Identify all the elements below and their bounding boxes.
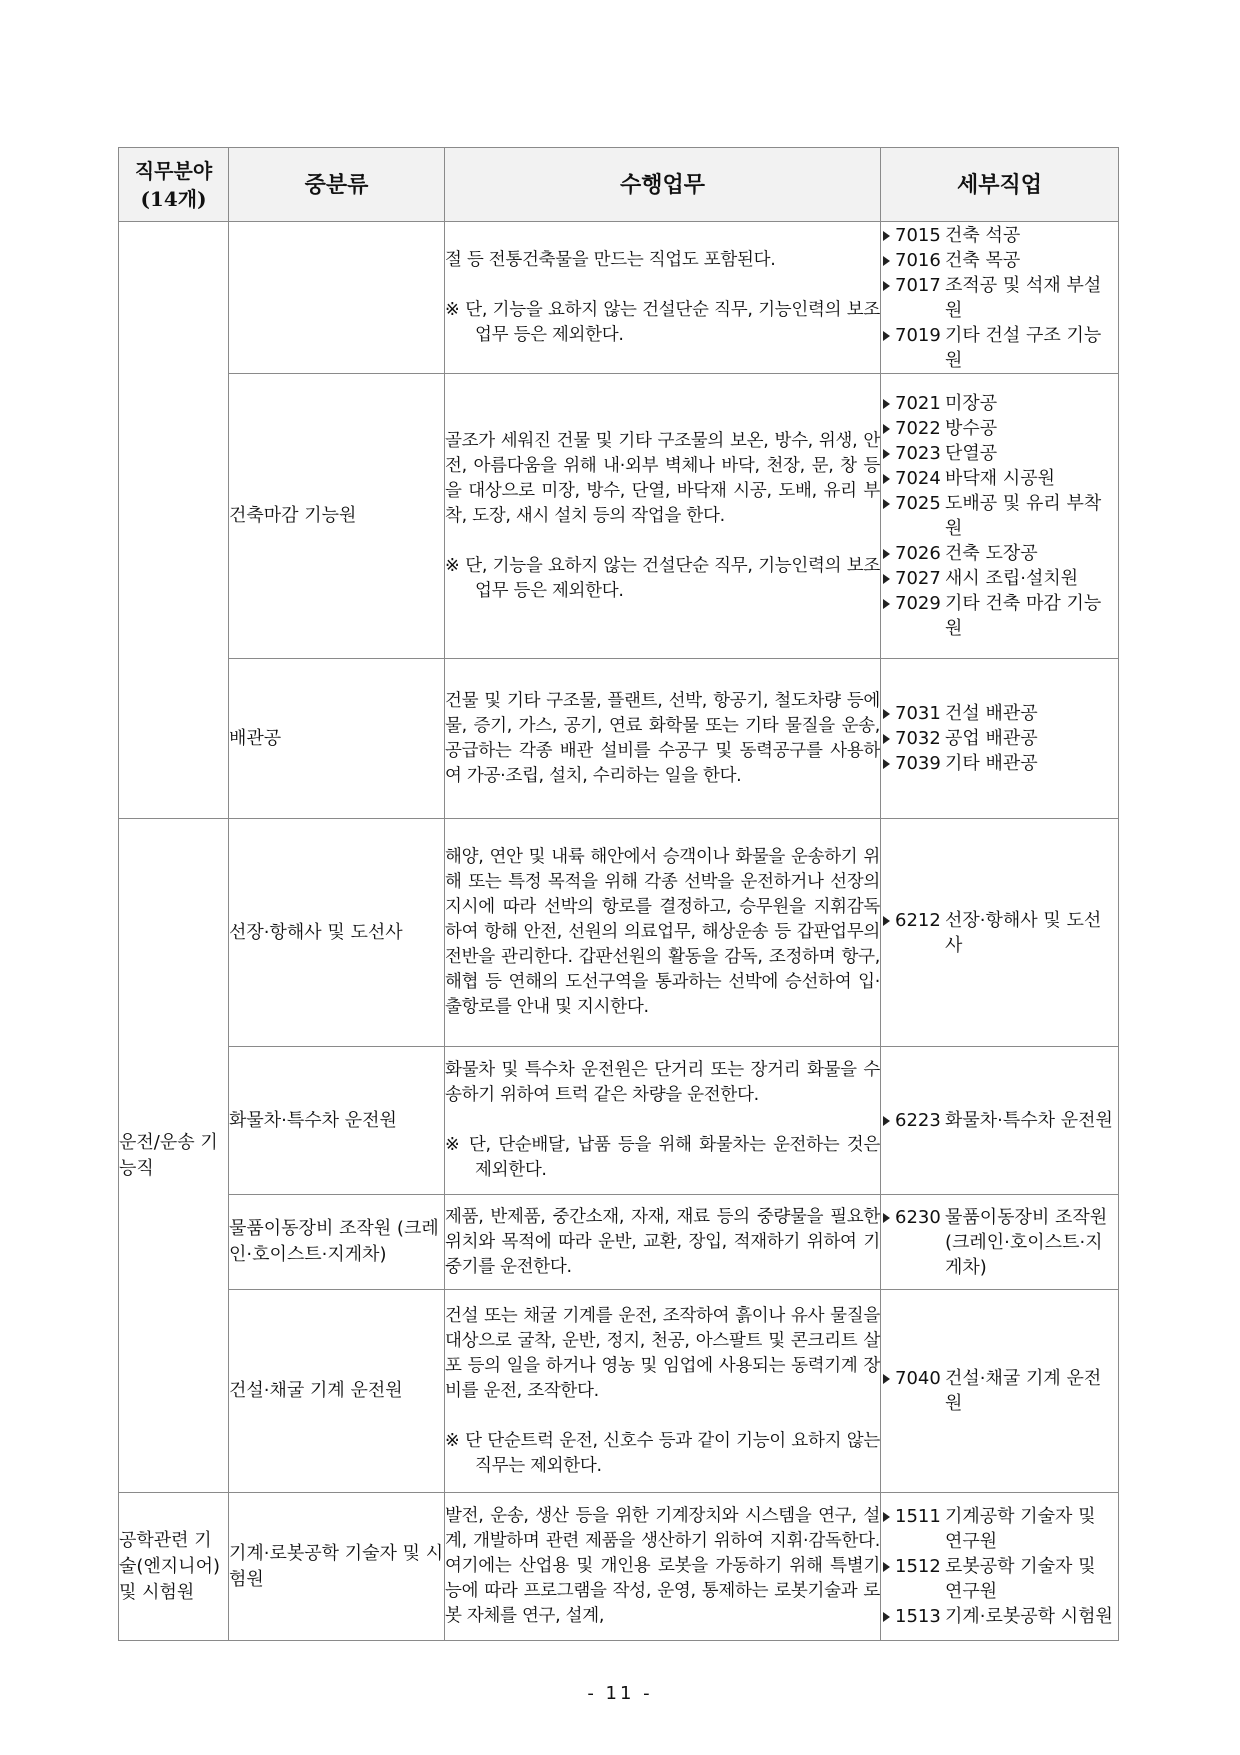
job-code: 7021 <box>895 393 941 414</box>
job-name: 단열공 <box>945 443 998 464</box>
bullet-triangle-icon <box>883 1213 890 1223</box>
job-item <box>881 1366 1118 1416</box>
bullet-triangle-icon <box>883 709 890 719</box>
job-code: 7029 <box>895 593 941 614</box>
table-row <box>119 1493 1119 1641</box>
task-cell <box>445 1047 881 1195</box>
job-item <box>881 751 1118 776</box>
job-code: 7027 <box>895 568 941 589</box>
header-row <box>119 148 1119 222</box>
job-name: 로봇공학 기술자 및 연구원 <box>945 1556 1096 1602</box>
job-item <box>881 416 1118 441</box>
job-code: 7023 <box>895 443 941 464</box>
task-cell <box>445 1290 881 1493</box>
task-note: ※ 단, 기능을 요하지 않는 건설단순 직무, 기능인력의 보조 업무 등은 제외한다. <box>445 299 880 345</box>
job-item <box>881 466 1118 491</box>
job-code: 7040 <box>895 1368 941 1389</box>
task-note: ※ 단, 기능을 요하지 않는 건설단순 직무, 기능인력의 보조 업무 등은 제외한다. <box>445 555 880 601</box>
job-code: 1513 <box>895 1606 941 1627</box>
task-text: 골조가 세워진 건물 및 기타 구조물의 보온, 방수, 위생, 안전, 아름다움을 위해 내·외부 벽체나 바닥, 천장, 문, 창 등을 대상으로 미장, 방수, 단열, 바닥재 시공, 도배, 유리 부착, 도장, 새시 설치 등의 작업을 한다. <box>445 430 880 526</box>
task-text: 건물 및 기타 구조물, 플랜트, 선박, 항공기, 철도차량 등에 물, 증기, 가스, 공기, 연료 화학물 또는 기타 물질을 운송, 공급하는 각종 배관 설비를 수공구 및 동력공구를 사용하여 가공·조립, 설치, 수리하는 일을 한다. <box>445 690 880 786</box>
jobs-cell <box>881 374 1119 659</box>
page-number: - 11 - <box>587 1683 653 1704</box>
table-row <box>119 1195 1119 1290</box>
task-cell <box>445 374 881 659</box>
bullet-triangle-icon <box>883 599 890 609</box>
mid-category-cell: 화물차·특수차 운전원 <box>229 1047 445 1195</box>
job-item <box>881 1205 1118 1280</box>
job-name: 도배공 및 유리 부착원 <box>945 493 1102 539</box>
mid-category-cell <box>229 222 445 374</box>
bullet-triangle-icon <box>883 734 890 744</box>
bullet-triangle-icon <box>883 281 890 291</box>
job-name: 새시 조립·설치원 <box>945 568 1079 589</box>
job-name: 건축 도장공 <box>945 543 1038 564</box>
job-name: 기타 배관공 <box>945 753 1038 774</box>
mid-category-cell: 건축마감 기능원 <box>229 374 445 659</box>
table-row <box>119 659 1119 819</box>
job-code: 6212 <box>895 909 941 931</box>
job-item <box>881 491 1118 541</box>
bullet-triangle-icon <box>883 916 890 926</box>
mid-category-cell: 선장·항해사 및 도선사 <box>229 819 445 1047</box>
job-name: 기타 건설 구조 기능원 <box>945 324 1102 371</box>
job-code: 7031 <box>895 703 941 724</box>
job-code: 7015 <box>895 224 941 246</box>
mid-category-cell: 기계·로봇공학 기술자 및 시험원 <box>229 1493 445 1641</box>
job-item <box>881 441 1118 466</box>
job-name: 조적공 및 석재 부설원 <box>945 274 1102 321</box>
job-item <box>881 726 1118 751</box>
task-text: 해양, 연안 및 내륙 해안에서 승객이나 화물을 운송하기 위해 또는 특정 목적을 위해 각종 선박을 운전하거나 선장의 지시에 따라 선박의 항로를 결정하고, 승무원을 지휘감독하여 항해 안전, 선원의 의료업무, 해상운송 등 갑판업무의 전반을 관리한다. 갑판선원의 활동을 감독, 조정하며 항구, 해협 등 연해의 도선구역을 통과하는 선박에 승선하여 입·출항로를 안내 및 지시한다. <box>445 847 880 1017</box>
job-name: 건설·채굴 기계 운전원 <box>945 1368 1102 1414</box>
task-text: 건설 또는 채굴 기계를 운전, 조작하여 흙이나 유사 물질을 대상으로 굴착, 운반, 정지, 천공, 아스팔트 및 콘크리트 살포 등의 일을 하거나 영농 및 임업에 사용되는 동력기계 장비를 운전, 조작한다. <box>445 1305 880 1401</box>
category-cell-construction <box>119 222 229 819</box>
header-field-label: 직무분야 <box>134 158 213 183</box>
bullet-triangle-icon <box>883 574 890 584</box>
job-item <box>881 1504 1118 1554</box>
job-name: 선장·항해사 및 도선사 <box>945 909 1102 956</box>
job-name: 건축 목공 <box>945 249 1021 271</box>
task-text: 화물차 및 특수차 운전원은 단거리 또는 장거리 화물을 수송하기 위하여 트럭 같은 차량을 운전한다. <box>445 1060 880 1105</box>
job-code: 7016 <box>895 249 941 271</box>
job-item <box>881 1604 1118 1629</box>
header-jobs: 세부직업 <box>881 148 1119 222</box>
job-code: 6230 <box>895 1206 941 1228</box>
mid-category-cell: 건설·채굴 기계 운전원 <box>229 1290 445 1493</box>
job-item <box>881 223 1118 248</box>
bullet-triangle-icon <box>883 499 890 509</box>
job-name: 미장공 <box>945 393 998 414</box>
category-cell-engineering: 공학관련 기술(엔지니어) 및 시험원 <box>119 1493 229 1641</box>
bullet-triangle-icon <box>883 399 890 409</box>
job-code: 1511 <box>895 1506 941 1527</box>
job-name: 물품이동장비 조작원(크레인·호이스트·지게차) <box>945 1206 1108 1278</box>
task-note: ※ 단 단순트럭 운전, 신호수 등과 같이 기능이 요하지 않는 직무는 제외한다. <box>445 1430 880 1476</box>
job-code: 1512 <box>895 1556 941 1577</box>
task-cell <box>445 222 881 374</box>
job-code: 7022 <box>895 418 941 439</box>
job-item <box>881 1554 1118 1604</box>
task-text: 제품, 반제품, 중간소재, 자재, 재료 등의 중량물을 필요한 위치와 목적에 따라 운반, 교환, 장입, 적재하기 위하여 기중기를 운전한다. <box>445 1206 880 1277</box>
bullet-triangle-icon <box>883 1512 890 1522</box>
bullet-triangle-icon <box>883 1612 890 1622</box>
bullet-triangle-icon <box>883 759 890 769</box>
job-name: 바닥재 시공원 <box>945 468 1056 489</box>
category-cell-transport: 운전/운송 기능직 <box>119 819 229 1493</box>
job-classification-table <box>118 147 1119 1641</box>
job-code: 7024 <box>895 468 941 489</box>
jobs-cell <box>881 1195 1119 1290</box>
job-item <box>881 248 1118 273</box>
task-note: ※ 단, 단순배달, 납품 등을 위해 화물차는 운전하는 것은 제외한다. <box>445 1135 880 1180</box>
table-row <box>119 222 1119 374</box>
job-name: 기타 건축 마감 기능원 <box>945 593 1102 639</box>
job-code: 7032 <box>895 728 941 749</box>
task-cell <box>445 819 881 1047</box>
job-name: 기계·로봇공학 시험원 <box>945 1606 1113 1627</box>
job-code: 7026 <box>895 543 941 564</box>
table-row <box>119 1047 1119 1195</box>
jobs-cell <box>881 1290 1119 1493</box>
job-code: 7019 <box>895 324 941 346</box>
task-cell <box>445 659 881 819</box>
bullet-triangle-icon <box>883 231 890 241</box>
task-text: 발전, 운송, 생산 등을 위한 기계장치와 시스템을 연구, 설계, 개발하며 관련 제품을 생산하기 위하여 지휘·감독한다. 여기에는 산업용 및 개인용 로봇을 가동하기 위해 특별기능에 따라 프로그램을 작성, 운영, 통제하는 로봇기술과 로봇 자체를 연구, 설계, <box>445 1506 880 1626</box>
table-row <box>119 819 1119 1047</box>
header-field-count: (14개) <box>140 186 207 211</box>
job-name: 방수공 <box>945 418 998 439</box>
job-name: 화물차·특수차 운전원 <box>945 1110 1113 1131</box>
bullet-triangle-icon <box>883 331 890 341</box>
job-code: 6223 <box>895 1110 941 1131</box>
bullet-triangle-icon <box>883 1562 890 1572</box>
job-item <box>881 701 1118 726</box>
job-item <box>881 591 1118 641</box>
table-row <box>119 374 1119 659</box>
jobs-cell <box>881 659 1119 819</box>
job-name: 기계공학 기술자 및 연구원 <box>945 1506 1096 1552</box>
job-name: 건설 배관공 <box>945 703 1038 724</box>
job-code: 7039 <box>895 753 941 774</box>
job-item <box>881 323 1118 373</box>
task-cell <box>445 1493 881 1641</box>
task-text: 절 등 전통건축물을 만드는 직업도 포함된다. <box>445 249 776 270</box>
task-cell <box>445 1195 881 1290</box>
bullet-triangle-icon <box>883 1374 890 1384</box>
job-item <box>881 273 1118 323</box>
job-code: 7017 <box>895 274 941 296</box>
job-name: 공업 배관공 <box>945 728 1038 749</box>
jobs-cell <box>881 1047 1119 1195</box>
job-item <box>881 391 1118 416</box>
mid-category-cell: 물품이동장비 조작원 (크레인·호이스트·지게차) <box>229 1195 445 1290</box>
job-item <box>881 1108 1118 1133</box>
job-item <box>881 541 1118 566</box>
job-item <box>881 566 1118 591</box>
table-row <box>119 1290 1119 1493</box>
bullet-triangle-icon <box>883 474 890 484</box>
bullet-triangle-icon <box>883 424 890 434</box>
header-task: 수행업무 <box>445 148 881 222</box>
header-field <box>119 148 229 222</box>
bullet-triangle-icon <box>883 549 890 559</box>
mid-category-cell: 배관공 <box>229 659 445 819</box>
jobs-cell <box>881 1493 1119 1641</box>
jobs-cell <box>881 819 1119 1047</box>
job-item <box>881 908 1118 958</box>
bullet-triangle-icon <box>883 256 890 266</box>
job-name: 건축 석공 <box>945 224 1021 246</box>
bullet-triangle-icon <box>883 1116 890 1126</box>
bullet-triangle-icon <box>883 449 890 459</box>
header-mid: 중분류 <box>229 148 445 222</box>
job-code: 7025 <box>895 493 941 514</box>
jobs-cell <box>881 222 1119 374</box>
